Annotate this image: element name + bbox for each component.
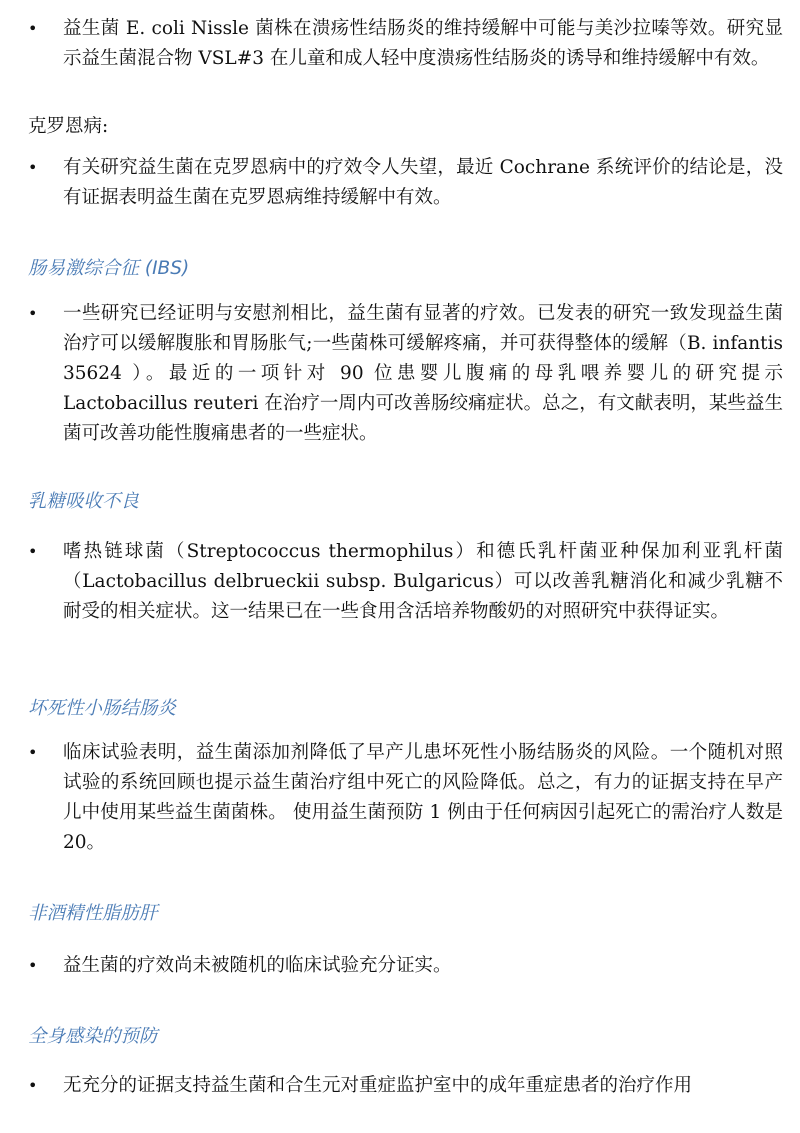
nafld-paragraph: 益生菌的疗效尚未被随机的临床试验充分证实。: [63, 955, 452, 976]
infection-paragraph: 无充分的证据支持益生菌和合生元对重症监护室中的成年重症患者的治疗作用: [63, 1075, 693, 1096]
bullet-marker: •: [28, 542, 38, 561]
bullet-marker: •: [28, 19, 38, 38]
crohn-label: 克罗恩病:: [28, 116, 109, 137]
bullet-marker: •: [28, 304, 38, 323]
ibs-heading: 肠易激综合征 (IBS): [28, 258, 190, 279]
bullet-marker: •: [28, 743, 38, 762]
bullet-marker: •: [28, 158, 38, 177]
bullet-marker: •: [28, 1076, 38, 1095]
nec-paragraph: 临床试验表明，益生菌添加剂降低了早产儿患坏死性小肠结肠炎的风险。一个随机对照试验的系统回顾也提示益生菌治疗组中死亡的风险降低。总之，有力的证据支持在早产儿中使用某些益生菌菌株。 使用益生菌预防 1 例由于任何病因引起死亡的需治疗人数是 20。: [63, 742, 783, 853]
uc-paragraph: 益生菌 E. coli Nissle 菌株在溃疡性结肠炎的维持缓解中可能与美沙拉嗪等效。研究显示益生菌混合物 VSL#3 在儿童和成人轻中度溃疡性结肠炎的诱导和维持缓解中有效。: [63, 18, 783, 69]
nafld-heading: 非酒精性脂肪肝: [28, 903, 158, 924]
crohn-paragraph: 有关研究益生菌在克罗恩病中的疗效令人失望，最近 Cochrane 系统评价的结论是，没有证据表明益生菌在克罗恩病维持缓解中有效。: [63, 157, 783, 208]
bullet-marker: •: [28, 956, 38, 975]
lactose-heading: 乳糖吸收不良: [28, 491, 140, 512]
lactose-paragraph: 嗜热链球菌（Streptococcus thermophilus）和德氏乳杆菌亚种保加利亚乳杆菌（Lactobacillus delbrueckii subsp. Bulgaricus）可以改善乳糖消化和减少乳糖不耐受的相关症状。这一结果已在一些食用含活培养物酸奶的对照研究中获得证实。: [63, 541, 783, 622]
ibs-paragraph: 一些研究已经证明与安慰剂相比，益生菌有显著的疗效。已发表的研究一致发现益生菌治疗可以缓解腹胀和胃肠胀气;一些菌株可缓解疼痛，并可获得整体的缓解（B. infantis 35624 ）。最近的一项针对 90 位患婴儿腹痛的母乳喂养婴儿的研究提示 Lactobacillus reuteri 在治疗一周内可改善肠绞痛症状。总之，有文献表明，某些益生菌可改善功能性腹痛患者的一些症状。: [63, 303, 783, 444]
infection-heading: 全身感染的预防: [28, 1026, 158, 1047]
nec-heading: 坏死性小肠结肠炎: [28, 698, 177, 719]
